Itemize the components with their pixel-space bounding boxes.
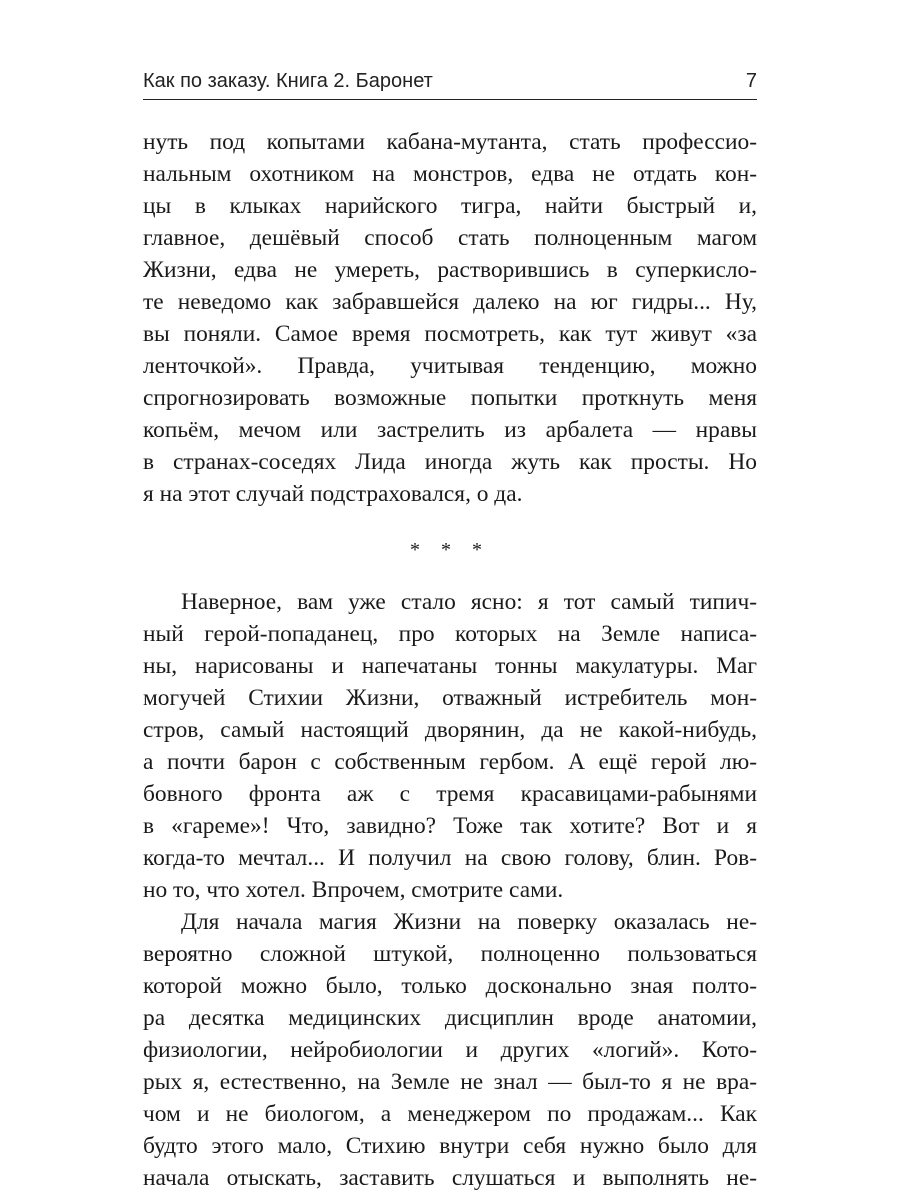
text-line: ра десятка медицинских дисциплин вроде анатомии, (143, 1005, 757, 1031)
text-line: ны, нарисованы и напечатаны тонны макулатуры. Маг (143, 653, 757, 679)
text-line: вы поняли. Самое время посмотреть, как тут живут «за (143, 321, 757, 347)
text-line: в странах-соседях Лида иногда жуть как просты. Но (143, 449, 757, 475)
text-line: стров, самый настоящий дворянин, да не какой-нибудь, (143, 717, 757, 743)
paragraph (143, 906, 757, 1194)
text-line: физиологии, нейробиологии и других «логий». Кото- (143, 1037, 757, 1063)
text-line: ный герой-попаданец, про которых на Земле написа- (143, 621, 757, 647)
text-line: но то, что хотел. Впрочем, смотрите сами. (143, 877, 564, 903)
running-title: Как по заказу. Книга 2. Баронет (143, 70, 433, 92)
text-line: Для начала магия Жизни на поверку оказалась не- (181, 909, 757, 935)
text-line: когда-то мечтал... И получил на свою голову, блин. Ров- (143, 845, 757, 871)
text-line: я на этот случай подстраховался, о да. (143, 481, 523, 507)
text-line: те неведомо как забравшейся далеко на юг гидры... Ну, (143, 289, 757, 315)
text-line: главное, дешёвый способ стать полноценным магом (143, 225, 757, 251)
page-number: 7 (745, 70, 757, 92)
text-line: копьём, мечом или застрелить из арбалета — нравы (143, 417, 757, 443)
paragraph (143, 126, 757, 510)
text-line: вероятно сложной штукой, полноценно пользоваться (143, 941, 757, 967)
text-line: а почти барон с собственным гербом. А ещё герой лю- (143, 749, 757, 775)
text-line: могучей Стихии Жизни, отважный истребитель мон- (143, 685, 757, 711)
paragraph (143, 586, 757, 906)
text-block-before-separator (143, 126, 757, 510)
body-text (143, 126, 757, 1194)
running-head (143, 70, 757, 100)
text-line: в «гареме»! Что, завидно? Тоже так хотите? Вот и я (143, 813, 757, 839)
text-line: цы в клыках нарийского тигра, найти быстрый и, (143, 193, 757, 219)
text-line: нуть под копытами кабана-мутанта, стать профессио- (143, 129, 757, 155)
text-line: Жизни, едва не умереть, растворившись в суперкисло- (143, 257, 757, 283)
text-line: которой можно было, только досконально зная полто- (143, 973, 757, 999)
text-line: будто этого мало, Стихию внутри себя нужно было для (143, 1133, 757, 1159)
text-line: бовного фронта аж с тремя красавицами-рабынями (143, 781, 757, 807)
text-line: рых я, естественно, на Земле не знал — был-то я не вра- (143, 1069, 757, 1095)
text-line: Наверное, вам уже стало ясно: я тот самый типич- (181, 589, 757, 615)
text-block-after-separator (143, 586, 757, 1194)
book-page (143, 70, 757, 1194)
section-separator: * * * (410, 539, 490, 561)
text-line: начала отыскать, заставить слушаться и выполнять не- (143, 1165, 757, 1191)
text-line: нальным охотником на монстров, едва не отдать кон- (143, 161, 757, 187)
text-line: ленточкой». Правда, учитывая тенденцию, можно (143, 353, 757, 379)
text-line: спрогнозировать возможные попытки проткнуть меня (143, 385, 757, 411)
text-line: чом и не биологом, а менеджером по продажам... Как (143, 1101, 757, 1127)
